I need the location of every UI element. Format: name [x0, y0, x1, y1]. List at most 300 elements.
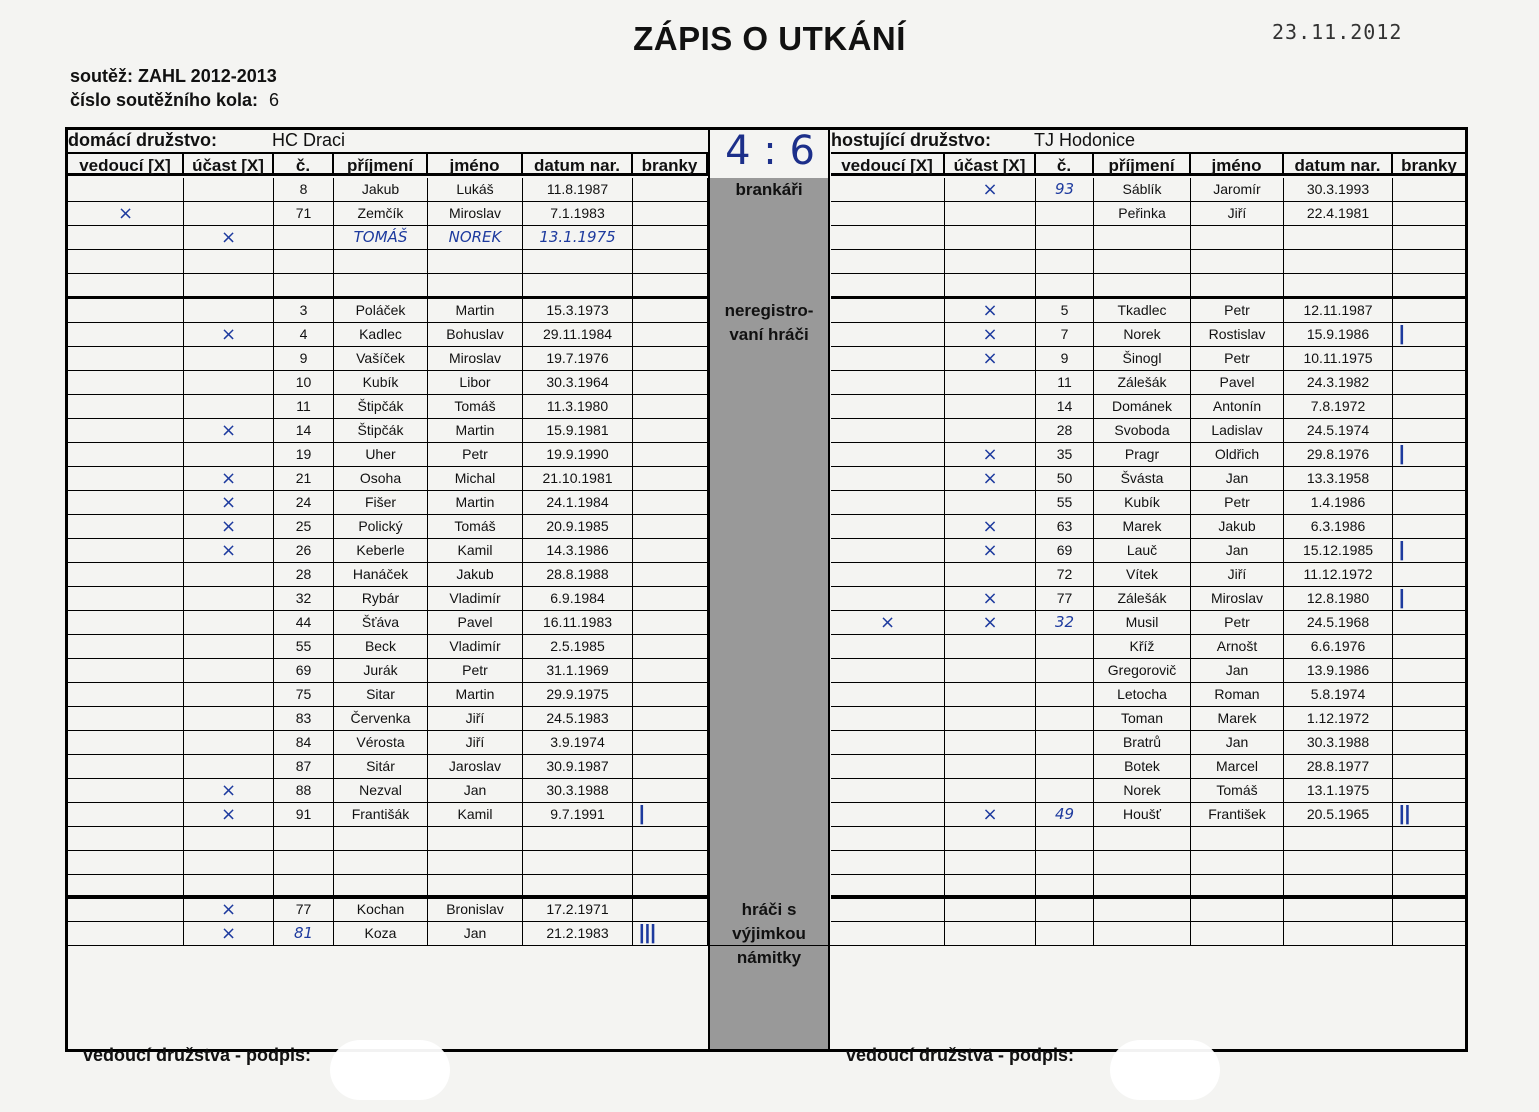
away-exceptions-row-0-col-6 [1393, 898, 1467, 922]
player-name: Jan [463, 782, 487, 798]
away-exceptions-row-1-col-0 [831, 922, 945, 946]
player-name: Pavel [1219, 374, 1255, 390]
away-players-row-2-col-0 [831, 347, 945, 371]
away-exceptions-row-0-col-4 [1191, 898, 1284, 922]
player-dob: 15.12.1985 [1302, 542, 1374, 558]
away-players-row-7-col-6 [1393, 467, 1467, 491]
home-players-row-17-col-6 [633, 707, 708, 731]
away-players-row-3-col-0 [831, 371, 945, 395]
away-goalies-row-4-col-4 [1191, 274, 1284, 298]
away-players-row-23-col-1 [945, 851, 1036, 875]
home-players-row-9-col-1 [184, 515, 274, 539]
away-players-row-20-col-4 [1191, 779, 1284, 803]
away-goalies-row-2-col-2 [1036, 226, 1094, 250]
away-goalies-row-3-col-4 [1191, 250, 1284, 274]
home-players-row-4-col-0 [68, 395, 184, 419]
home-players-row-11-col-2 [274, 563, 334, 587]
player-surname: Kadlec [359, 326, 402, 342]
player-number: 81 [293, 924, 314, 942]
home-players-row-12-col-3 [334, 587, 428, 611]
away-players-row-8-col-0 [831, 491, 945, 515]
home-players-row-2-col-2 [274, 347, 334, 371]
home-players-row-23-col-6 [633, 851, 708, 875]
home-players-row-19-col-5 [523, 755, 633, 779]
player-number: 28 [1056, 422, 1073, 438]
player-surname: Houšť [1123, 806, 1161, 822]
away-players-row-12-col-5 [1284, 587, 1393, 611]
player-dob: 19.7.1976 [546, 350, 609, 366]
home-players-row-19-col-2 [274, 755, 334, 779]
away-players-row-7-col-0 [831, 467, 945, 491]
away-exceptions-row-0-col-2 [1036, 898, 1094, 922]
away-players-row-18-col-5 [1284, 731, 1393, 755]
away-players-row-2-col-5 [1284, 347, 1393, 371]
player-surname: Štipčák [357, 422, 404, 438]
home-team-label: domácí družstvo: [68, 129, 218, 150]
home-goalies-row-1-col-5 [523, 202, 633, 226]
away-players-row-4-col-2 [1036, 395, 1094, 419]
away-goalies-row-4-col-1 [945, 274, 1036, 298]
away-goalies-row-3-col-6 [1393, 250, 1467, 274]
player-dob: 2.5.1985 [550, 638, 605, 654]
home-players-row-21-col-2 [274, 803, 334, 827]
away-players-row-14-col-4 [1191, 635, 1284, 659]
home-goalies-row-1-col-3 [334, 202, 428, 226]
away-goalies-row-3-col-1 [945, 250, 1036, 274]
away-players-row-21-col-5 [1284, 803, 1393, 827]
away-goalies-row-2-col-1 [945, 226, 1036, 250]
home-players-row-17-col-5 [523, 707, 633, 731]
player-number: 8 [299, 181, 308, 197]
away-players-row-4-col-5 [1284, 395, 1393, 419]
away-team-name: TJ Hodonice [1034, 129, 1136, 150]
home-players-row-13-col-3 [334, 611, 428, 635]
player-dob: 11.8.1987 [546, 181, 609, 197]
away-players-row-8-col-5 [1284, 491, 1393, 515]
away-players-row-9-col-0 [831, 515, 945, 539]
home-goalies-row-3-col-0 [68, 250, 184, 274]
away-goalies-row-4-col-6 [1393, 274, 1467, 298]
away-header-1: účast [X] [945, 152, 1036, 176]
player-surname: Polický [358, 518, 403, 534]
player-number: 69 [1056, 542, 1073, 558]
away-players-row-5-col-3 [1094, 419, 1191, 443]
player-surname: Tkadlec [1117, 302, 1167, 318]
home-players-row-14-col-2 [274, 635, 334, 659]
x-mark-icon: × [117, 203, 134, 224]
player-surname: Františák [351, 806, 410, 822]
away-players-row-12-col-4 [1191, 587, 1284, 611]
redacted-signature-home [330, 1040, 450, 1100]
home-goalies-row-0-col-0 [68, 178, 184, 202]
away-players-row-7-col-1 [945, 467, 1036, 491]
player-name: Jaroslav [448, 758, 502, 774]
home-players-row-0-col-0 [68, 299, 184, 323]
away-players-row-4-col-4 [1191, 395, 1284, 419]
home-players-row-10-col-1 [184, 539, 274, 563]
player-dob: 11.12.1972 [1303, 566, 1373, 582]
home-goalies-row-0-col-4 [428, 178, 523, 202]
player-number: 93 [1054, 180, 1075, 198]
player-surname: Sitár [366, 758, 395, 774]
home-goalies-row-1-col-4 [428, 202, 523, 226]
player-name: Tomáš [454, 518, 496, 534]
goal-tally: || [1399, 803, 1411, 825]
x-mark-icon: × [220, 420, 237, 441]
player-surname: Kubík [1124, 494, 1160, 510]
away-players-row-15-col-6 [1393, 659, 1467, 683]
home-players-row-4-col-1 [184, 395, 274, 419]
away-players-row-19-col-0 [831, 755, 945, 779]
home-players-row-15-col-6 [633, 659, 708, 683]
player-surname: Botek [1124, 758, 1160, 774]
player-surname: Vérosta [356, 734, 405, 750]
away-players-row-21-col-6 [1393, 803, 1467, 827]
home-players-row-22-col-2 [274, 827, 334, 851]
away-players-row-19-col-5 [1284, 755, 1393, 779]
player-dob: 30.3.1993 [1306, 181, 1370, 197]
player-dob: 6.3.1986 [1310, 518, 1366, 534]
away-players-row-10-col-5 [1284, 539, 1393, 563]
home-players-row-1-col-4 [428, 323, 523, 347]
home-players-row-19-col-1 [184, 755, 274, 779]
player-number: 28 [295, 566, 312, 582]
home-players-row-9-col-2 [274, 515, 334, 539]
away-players-row-10-col-4 [1191, 539, 1284, 563]
x-mark-icon: × [220, 492, 237, 513]
away-goalies-row-2-col-6 [1393, 226, 1467, 250]
away-players-row-0-col-3 [1094, 299, 1191, 323]
home-players-row-9-col-6 [633, 515, 708, 539]
home-goalies-row-1-col-2 [274, 202, 334, 226]
home-exceptions-row-1-col-1 [184, 922, 274, 946]
home-players-row-5-col-4 [428, 419, 523, 443]
player-surname: Červenka [350, 710, 411, 726]
x-mark-icon: × [220, 899, 237, 920]
home-players-row-6-col-6 [633, 443, 708, 467]
player-number: 71 [295, 205, 312, 221]
away-players-row-14-col-1 [945, 635, 1036, 659]
player-surname: Poláček [355, 302, 406, 318]
home-players-row-2-col-6 [633, 347, 708, 371]
player-dob: 13.9.1986 [1306, 662, 1370, 678]
label-exceptions: hráči s výjimkou [732, 900, 806, 943]
away-players-row-19-col-2 [1036, 755, 1094, 779]
away-goalies-row-2-col-5 [1284, 226, 1393, 250]
home-players-row-8-col-3 [334, 491, 428, 515]
home-players-row-1-col-2 [274, 323, 334, 347]
away-players-row-1-col-2 [1036, 323, 1094, 347]
player-dob: 31.1.1969 [546, 662, 609, 678]
player-surname: Lauč [1126, 542, 1158, 558]
player-number: 4 [299, 326, 308, 342]
home-header-3: příjmení [334, 152, 428, 176]
player-dob: 9.7.1991 [550, 806, 605, 822]
away-players-row-1-col-1 [945, 323, 1036, 347]
away-players-row-19-col-4 [1191, 755, 1284, 779]
player-name: Pavel [457, 614, 493, 630]
away-players-row-8-col-1 [945, 491, 1036, 515]
home-players-row-8-col-4 [428, 491, 523, 515]
home-goalies-row-4-col-0 [68, 274, 184, 298]
away-goalies-row-1-col-5 [1284, 202, 1393, 226]
away-goalies-row-3-col-3 [1094, 250, 1191, 274]
home-players-row-1-col-5 [523, 323, 633, 347]
away-players-row-16-col-2 [1036, 683, 1094, 707]
home-players-row-3-col-5 [523, 371, 633, 395]
player-dob: 7.1.1983 [550, 205, 605, 221]
x-mark-icon: × [982, 179, 998, 200]
player-name: Martin [455, 494, 495, 510]
x-mark-icon: × [982, 468, 998, 489]
redacted-signature-away [1110, 1040, 1220, 1100]
home-players-row-0-col-6 [633, 299, 708, 323]
home-players-row-21-col-3 [334, 803, 428, 827]
away-players-row-5-col-4 [1191, 419, 1284, 443]
away-players-row-21-col-4 [1191, 803, 1284, 827]
away-players-row-8-col-6 [1393, 491, 1467, 515]
home-players-row-19-col-4 [428, 755, 523, 779]
player-number: 83 [295, 710, 312, 726]
home-goalies-row-1-col-6 [633, 202, 708, 226]
home-players-row-18-col-0 [68, 731, 184, 755]
home-players-row-20-col-0 [68, 779, 184, 803]
away-goalies-row-4-col-3 [1094, 274, 1191, 298]
home-players-row-18-col-2 [274, 731, 334, 755]
home-exceptions-row-1-col-0 [68, 922, 184, 946]
home-players-row-23-col-0 [68, 851, 184, 875]
away-players-row-23-col-5 [1284, 851, 1393, 875]
away-players-row-10-col-0 [831, 539, 945, 563]
player-dob: 15.3.1973 [546, 302, 609, 318]
away-players-row-6-col-1 [945, 443, 1036, 467]
competition-value: ZAHL 2012-2013 [138, 66, 277, 86]
home-players-row-9-col-4 [428, 515, 523, 539]
home-players-row-14-col-4 [428, 635, 523, 659]
x-mark-icon: × [220, 324, 237, 345]
goal-tally: | [1399, 587, 1405, 609]
away-players-row-17-col-0 [831, 707, 945, 731]
player-surname: Musil [1125, 614, 1159, 630]
home-players-row-18-col-4 [428, 731, 523, 755]
home-players-row-10-col-4 [428, 539, 523, 563]
round-line [70, 90, 279, 111]
home-players-row-9-col-5 [523, 515, 633, 539]
home-exceptions-row-1-col-3 [334, 922, 428, 946]
away-goalies-row-0-col-3 [1094, 178, 1191, 202]
away-goalies-row-4-col-5 [1284, 274, 1393, 298]
home-players-row-21-col-5 [523, 803, 633, 827]
home-players-row-4-col-6 [633, 395, 708, 419]
player-dob: 30.3.1988 [546, 782, 609, 798]
player-surname: Zálešák [1117, 590, 1167, 606]
player-number: 44 [295, 614, 312, 630]
home-players-row-13-col-5 [523, 611, 633, 635]
player-name: Jaromír [1213, 181, 1261, 197]
player-number: 63 [1056, 518, 1073, 534]
home-players-row-20-col-6 [633, 779, 708, 803]
player-name: Jan [1225, 542, 1249, 558]
home-players-row-14-col-1 [184, 635, 274, 659]
player-surname: Kubík [362, 374, 399, 390]
away-players-row-18-col-2 [1036, 731, 1094, 755]
player-name: Kamil [457, 806, 493, 822]
away-players-row-20-col-2 [1036, 779, 1094, 803]
home-players-row-11-col-0 [68, 563, 184, 587]
home-exceptions-row-0-col-5 [523, 898, 633, 922]
player-dob: 6.9.1984 [550, 590, 605, 606]
away-players-row-3-col-3 [1094, 371, 1191, 395]
player-name: Marek [1217, 710, 1257, 726]
away-players-row-15-col-2 [1036, 659, 1094, 683]
goal-tally: | [1399, 323, 1405, 345]
player-name: Marcel [1215, 758, 1258, 774]
home-players-row-21-col-6 [633, 803, 708, 827]
away-header-6: branky [1393, 152, 1467, 176]
away-players-row-23-col-2 [1036, 851, 1094, 875]
player-dob: 7.8.1972 [1310, 398, 1366, 414]
player-name: Jan [463, 925, 487, 941]
away-goalies-row-3-col-5 [1284, 250, 1393, 274]
x-mark-icon: × [982, 324, 998, 345]
player-number: 11 [296, 398, 311, 414]
player-number: 72 [1056, 566, 1073, 582]
away-players-row-14-col-5 [1284, 635, 1393, 659]
player-surname: Sáblík [1122, 181, 1162, 197]
away-goalies-row-2-col-0 [831, 226, 945, 250]
home-players-row-12-col-5 [523, 587, 633, 611]
home-players-row-23-col-1 [184, 851, 274, 875]
x-mark-icon: × [982, 540, 998, 561]
player-dob: 24.5.1968 [1306, 614, 1370, 630]
player-dob: 20.5.1965 [1306, 806, 1370, 822]
away-players-row-4-col-0 [831, 395, 945, 419]
player-surname: Koza [364, 925, 397, 941]
home-players-row-1-col-3 [334, 323, 428, 347]
home-header-2: č. [274, 152, 334, 176]
away-players-row-0-col-5 [1284, 299, 1393, 323]
away-players-row-17-col-3 [1094, 707, 1191, 731]
away-players-row-7-col-5 [1284, 467, 1393, 491]
home-players-row-20-col-3 [334, 779, 428, 803]
away-players-row-14-col-0 [831, 635, 945, 659]
player-surname: Kochan [356, 901, 405, 917]
home-goalies-row-2-col-1 [184, 226, 274, 250]
player-surname: Uher [365, 446, 396, 462]
x-mark-icon: × [220, 468, 237, 489]
home-players-row-15-col-4 [428, 659, 523, 683]
away-players-row-11-col-6 [1393, 563, 1467, 587]
away-players-row-2-col-6 [1393, 347, 1467, 371]
away-players-row-11-col-4 [1191, 563, 1284, 587]
home-players-row-19-col-3 [334, 755, 428, 779]
player-number: 19 [295, 446, 312, 462]
x-mark-icon: × [220, 923, 237, 944]
home-players-row-8-col-1 [184, 491, 274, 515]
player-name: Petr [1224, 350, 1250, 366]
away-players-row-13-col-4 [1191, 611, 1284, 635]
away-goalies-row-1-col-2 [1036, 202, 1094, 226]
player-name: Jiří [465, 710, 485, 726]
home-goalies-row-3-col-6 [633, 250, 708, 274]
competition-label: soutěž: [70, 66, 133, 86]
home-goalies-row-4-col-1 [184, 274, 274, 298]
away-players-row-1-col-4 [1191, 323, 1284, 347]
player-dob: 5.8.1974 [1310, 686, 1366, 702]
player-number: 26 [295, 542, 312, 558]
home-players-row-8-col-5 [523, 491, 633, 515]
player-surname: Dománek [1112, 398, 1172, 414]
player-dob: 29.11.1984 [542, 326, 613, 342]
player-number: 55 [295, 638, 312, 654]
label-objections: námitky [736, 948, 802, 967]
away-players-row-1-col-5 [1284, 323, 1393, 347]
player-surname: Gregorovič [1107, 662, 1177, 678]
away-goalies-row-0-col-0 [831, 178, 945, 202]
home-players-row-0-col-1 [184, 299, 274, 323]
away-players-row-16-col-0 [831, 683, 945, 707]
player-name: Jan [1225, 470, 1249, 486]
player-dob: 20.9.1985 [546, 518, 609, 534]
x-mark-icon: × [982, 804, 998, 825]
home-header-6: branky [633, 152, 708, 176]
away-players-row-16-col-1 [945, 683, 1036, 707]
player-surname: Šinogl [1122, 350, 1162, 366]
away-players-row-15-col-3 [1094, 659, 1191, 683]
away-goalies-row-4-col-0 [831, 274, 945, 298]
player-number: 24 [295, 494, 312, 510]
away-players-row-9-col-5 [1284, 515, 1393, 539]
away-players-row-11-col-3 [1094, 563, 1191, 587]
away-header-0: vedoucí [X] [831, 152, 945, 176]
home-players-row-5-col-1 [184, 419, 274, 443]
player-name: František [1208, 806, 1266, 822]
home-players-row-15-col-1 [184, 659, 274, 683]
home-players-row-6-col-5 [523, 443, 633, 467]
away-players-row-2-col-4 [1191, 347, 1284, 371]
away-players-row-13-col-0 [831, 611, 945, 635]
home-goalies-row-2-col-0 [68, 226, 184, 250]
away-exceptions-row-0-col-3 [1094, 898, 1191, 922]
away-players-row-6-col-5 [1284, 443, 1393, 467]
player-surname: Vašíček [356, 350, 405, 366]
away-players-row-7-col-3 [1094, 467, 1191, 491]
away-players-row-0-col-2 [1036, 299, 1094, 323]
home-players-row-0-col-4 [428, 299, 523, 323]
home-players-row-22-col-1 [184, 827, 274, 851]
x-mark-icon: × [982, 348, 998, 369]
player-dob: 13.1.1975 [539, 228, 616, 246]
player-name: Jiří [465, 734, 485, 750]
section-divider [68, 296, 708, 299]
player-surname: Rybár [361, 590, 400, 606]
away-players-row-4-col-6 [1393, 395, 1467, 419]
away-signature-label: vedoucí družstva - podpis: [846, 1045, 1075, 1065]
player-number: 9 [1060, 350, 1069, 366]
x-mark-icon: × [220, 780, 237, 801]
away-players-row-6-col-4 [1191, 443, 1284, 467]
player-number: 84 [295, 734, 312, 750]
x-mark-icon: × [879, 612, 896, 633]
home-players-row-14-col-5 [523, 635, 633, 659]
away-players-row-2-col-3 [1094, 347, 1191, 371]
player-name: Arnošt [1216, 638, 1258, 654]
player-surname: Jakub [361, 181, 400, 197]
away-players-row-18-col-6 [1393, 731, 1467, 755]
away-players-row-18-col-0 [831, 731, 945, 755]
player-surname: Norek [1123, 782, 1161, 798]
away-exceptions-row-0-col-0 [831, 898, 945, 922]
